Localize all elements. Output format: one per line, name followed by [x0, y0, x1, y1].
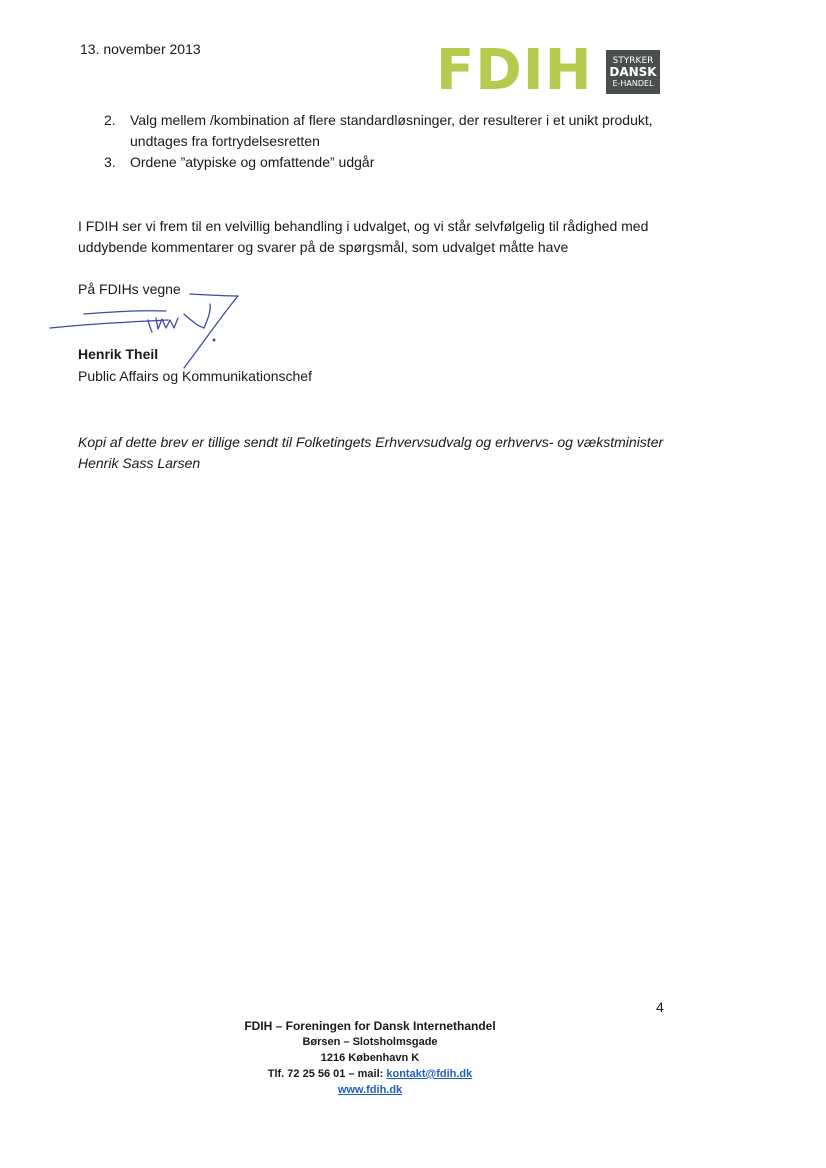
logo-tagline-1: STYRKER: [612, 55, 654, 66]
footer-address-1: Børsen – Slotsholmsgade: [302, 1036, 438, 1048]
list-item: [104, 110, 684, 152]
logo-tagline-2: DANSK: [609, 64, 657, 79]
list-item-number: 3.: [104, 154, 116, 170]
closing-paragraph: I FDIH ser vi frem til en velvillig behandling i udvalget, og vi står selvfølgelig til rådighed med uddybende kommentarer og svarer på de spørgsmål, som udvalget måtte have: [78, 218, 649, 255]
on-behalf-line: På FDIHs vegne: [78, 281, 181, 297]
footer-website-link[interactable]: www.fdih.dk: [337, 1084, 403, 1096]
numbered-list: [104, 110, 684, 173]
page-number: 4: [656, 999, 664, 1015]
fdih-logo: [436, 38, 662, 103]
signatory-title: Public Affairs og Kommunikationschef: [78, 368, 312, 384]
footer-address-2: 1216 København K: [320, 1052, 420, 1064]
footer-phone: Tlf. 72 25 56 01 – mail:: [267, 1068, 387, 1080]
list-item-text: Valg mellem /kombination af flere standardløsninger, der resulterer i et unikt produkt, undtages fra fortrydelsesretten: [130, 112, 653, 149]
letter-date: 13. november 2013: [80, 41, 201, 57]
list-item: [104, 152, 684, 173]
list-item-text: Ordene ”atypiske og omfattende” udgår: [130, 154, 375, 170]
copy-note: Kopi af dette brev er tillige sendt til Folketingets Erhvervsudvalg og erhvervs- og vækstminister Henrik Sass Larsen: [78, 434, 664, 471]
list-item-number: 2.: [104, 112, 116, 128]
footer-contact: [160, 1066, 580, 1082]
logo-tagline-box: [606, 50, 660, 94]
footer-email-link[interactable]: kontakt@fdih.dk: [386, 1068, 473, 1080]
logo-letters: FDIH: [436, 38, 593, 103]
footer: [160, 1018, 580, 1098]
footer-org: FDIH – Foreningen for Dansk Internethandel: [244, 1019, 496, 1033]
signatory-name: Henrik Theil: [78, 346, 159, 362]
logo-tagline-3: E-HANDEL: [612, 78, 654, 88]
